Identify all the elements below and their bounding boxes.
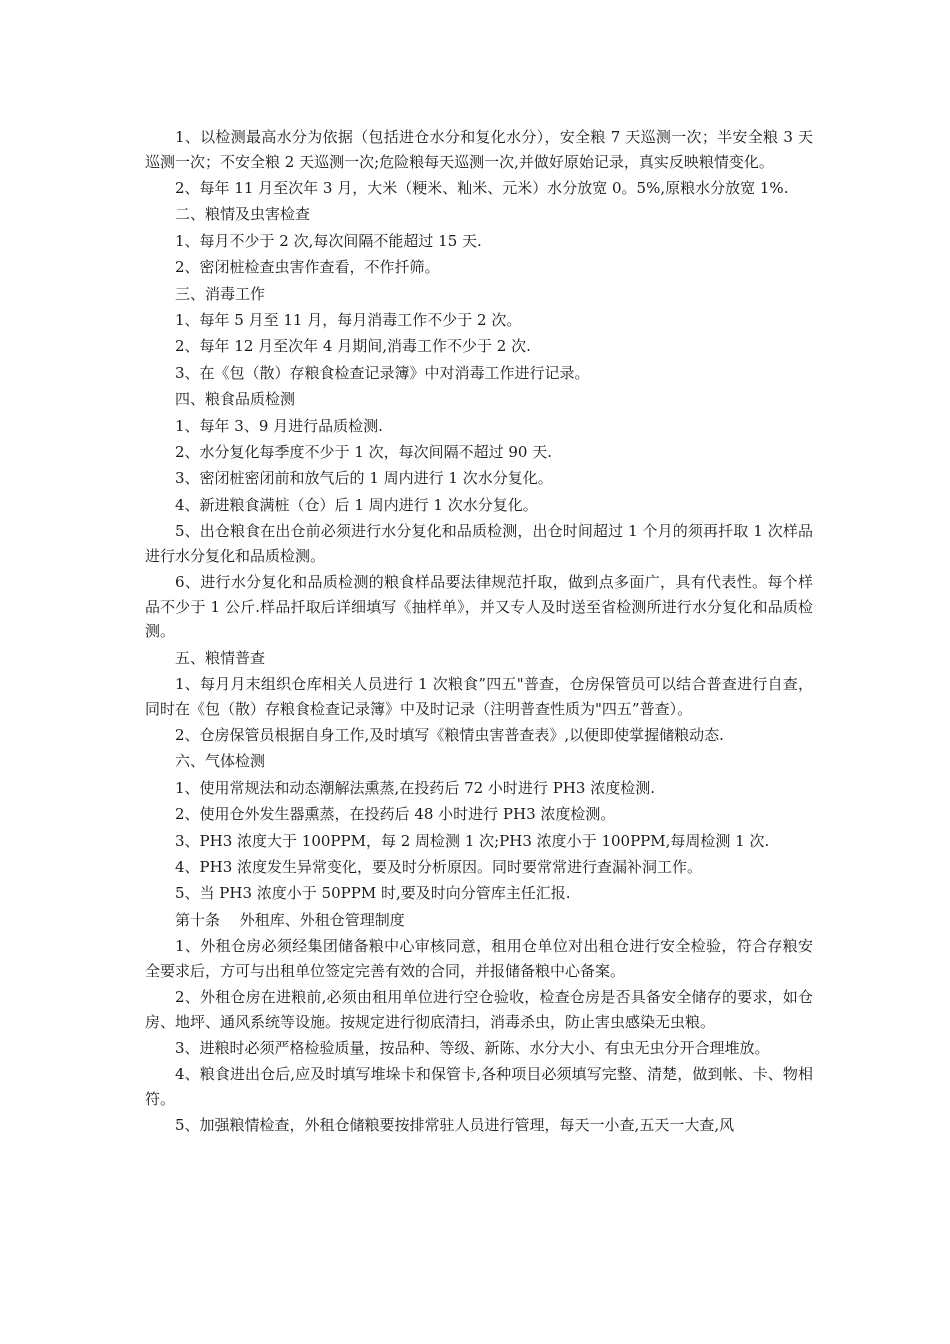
paragraph: 3、进粮时必须严格检验质量，按品种、等级、新陈、水分大小、有虫无虫分开合理堆放。 — [175, 1039, 770, 1058]
paragraph: 4、新进粮食满桩（仓）后 1 周内进行 1 次水分复化。 — [175, 495, 538, 514]
paragraph: 3、在《包（散）存粮食检查记录簿》中对消毒工作进行记录。 — [175, 363, 590, 382]
paragraph: 2、外租仓房在进粮前,必须由租用单位进行空仓验收，检查仓房是否具备安全储存的要求，如仓房、地坪、通风系统等设施。按规定进行彻底清扫，消毒杀虫，防止害虫感染无虫粮。 — [145, 988, 813, 1031]
paragraph: 1、每月不少于 2 次,每次间隔不能超过 15 天. — [175, 231, 482, 250]
section-heading: 五、粮情普查 — [175, 648, 266, 667]
paragraph: 2、水分复化每季度不少于 1 次，每次间隔不超过 90 天. — [175, 442, 553, 461]
paragraph: 2、仓房保管员根据自身工作,及时填写《粮情虫害普查表》,以便即使掌握储粮动态. — [175, 726, 724, 744]
paragraph: 2、密闭桩检查虫害作查看，不作扦筛。 — [175, 258, 440, 277]
section-heading: 二、粮情及虫害检查 — [175, 205, 311, 224]
paragraph: 5、加强粮情检查，外租仓储粮要按排常驻人员进行管理，每天一小查,五天一大查,风 — [175, 1116, 735, 1135]
paragraph: 3、密闭桩密闭前和放气后的 1 周内进行 1 次水分复化。 — [175, 469, 553, 488]
paragraph: 5、出仓粮食在出仓前必须进行水分复化和品质检测，出仓时间超过 1 个月的须再扦取 1 次样品进行水分复化和品质检测。 — [145, 522, 813, 565]
paragraph: 2、每年 11 月至次年 3 月，大米（粳米、籼米、元米）水分放宽 0。5%,原粮水分放宽 1%. — [175, 178, 789, 197]
paragraph: 2、使用仓外发生器熏蒸，在投药后 48 小时进行 PH3 浓度检测。 — [175, 805, 616, 824]
section-heading: 四、粮食品质检测 — [175, 390, 296, 409]
paragraph: 1、外租仓房必须经集团储备粮中心审核同意，租用仓单位对出租仓进行安全检验，符合存粮安全要求后，方可与出租单位签定完善有效的合同，并报储备粮中心备案。 — [145, 937, 813, 980]
paragraph: 3、PH3 浓度大于 100PPM，每 2 周检测 1 次;PH3 浓度小于 100PPM,每周检测 1 次. — [175, 831, 770, 850]
article-heading: 第十条 外租库、外租仓管理制度 — [175, 910, 405, 929]
paragraph: 1、每月月末组织仓库相关人员进行 1 次粮食”四五"普查，仓房保管员可以结合普查进行自查，同时在《包（散）存粮食检查记录簿》中及时记录（注明普查性质为"四五”普查）。 — [145, 675, 813, 718]
paragraph: 1、每年 3、9 月进行品质检测. — [175, 416, 383, 435]
paragraph: 2、每年 12 月至次年 4 月期间,消毒工作不少于 2 次. — [175, 337, 531, 356]
paragraph: 4、粮食进出仓后,应及时填写堆垛卡和保管卡,各种项目必须填写完整、清楚，做到帐、卡、物相符。 — [145, 1065, 813, 1109]
paragraph: 1、使用常规法和动态潮解法熏蒸,在投药后 72 小时进行 PH3 浓度检测. — [175, 778, 655, 797]
paragraph: 5、当 PH3 浓度小于 50PPM 时,要及时向分管库主任汇报. — [175, 884, 571, 903]
paragraph: 4、PH3 浓度发生异常变化，要及时分析原因。同时要常常进行查漏补洞工作。 — [175, 857, 703, 876]
paragraph: 6、进行水分复化和品质检测的粮食样品要法律规范扦取，做到点多面广，具有代表性。每个样品不少于 1 公斤.样品扦取后详细填写《抽样单》，并又专人及时送至省检测所进行水分复化和品质检测。 — [145, 573, 813, 641]
paragraph: 1、以检测最高水分为依据（包括进仓水分和复化水分），安全粮 7 天巡测一次；半安全粮 3 天巡测一次；不安全粮 2 天巡测一次;危险粮每天巡测一次,并做好原始记录，真实反映粮情变化。 — [145, 128, 813, 171]
section-heading: 六、气体检测 — [175, 752, 266, 771]
paragraph: 1、每年 5 月至 11 月，每月消毒工作不少于 2 次。 — [175, 310, 522, 329]
section-heading: 三、消毒工作 — [175, 284, 266, 303]
document-body — [145, 125, 813, 1140]
